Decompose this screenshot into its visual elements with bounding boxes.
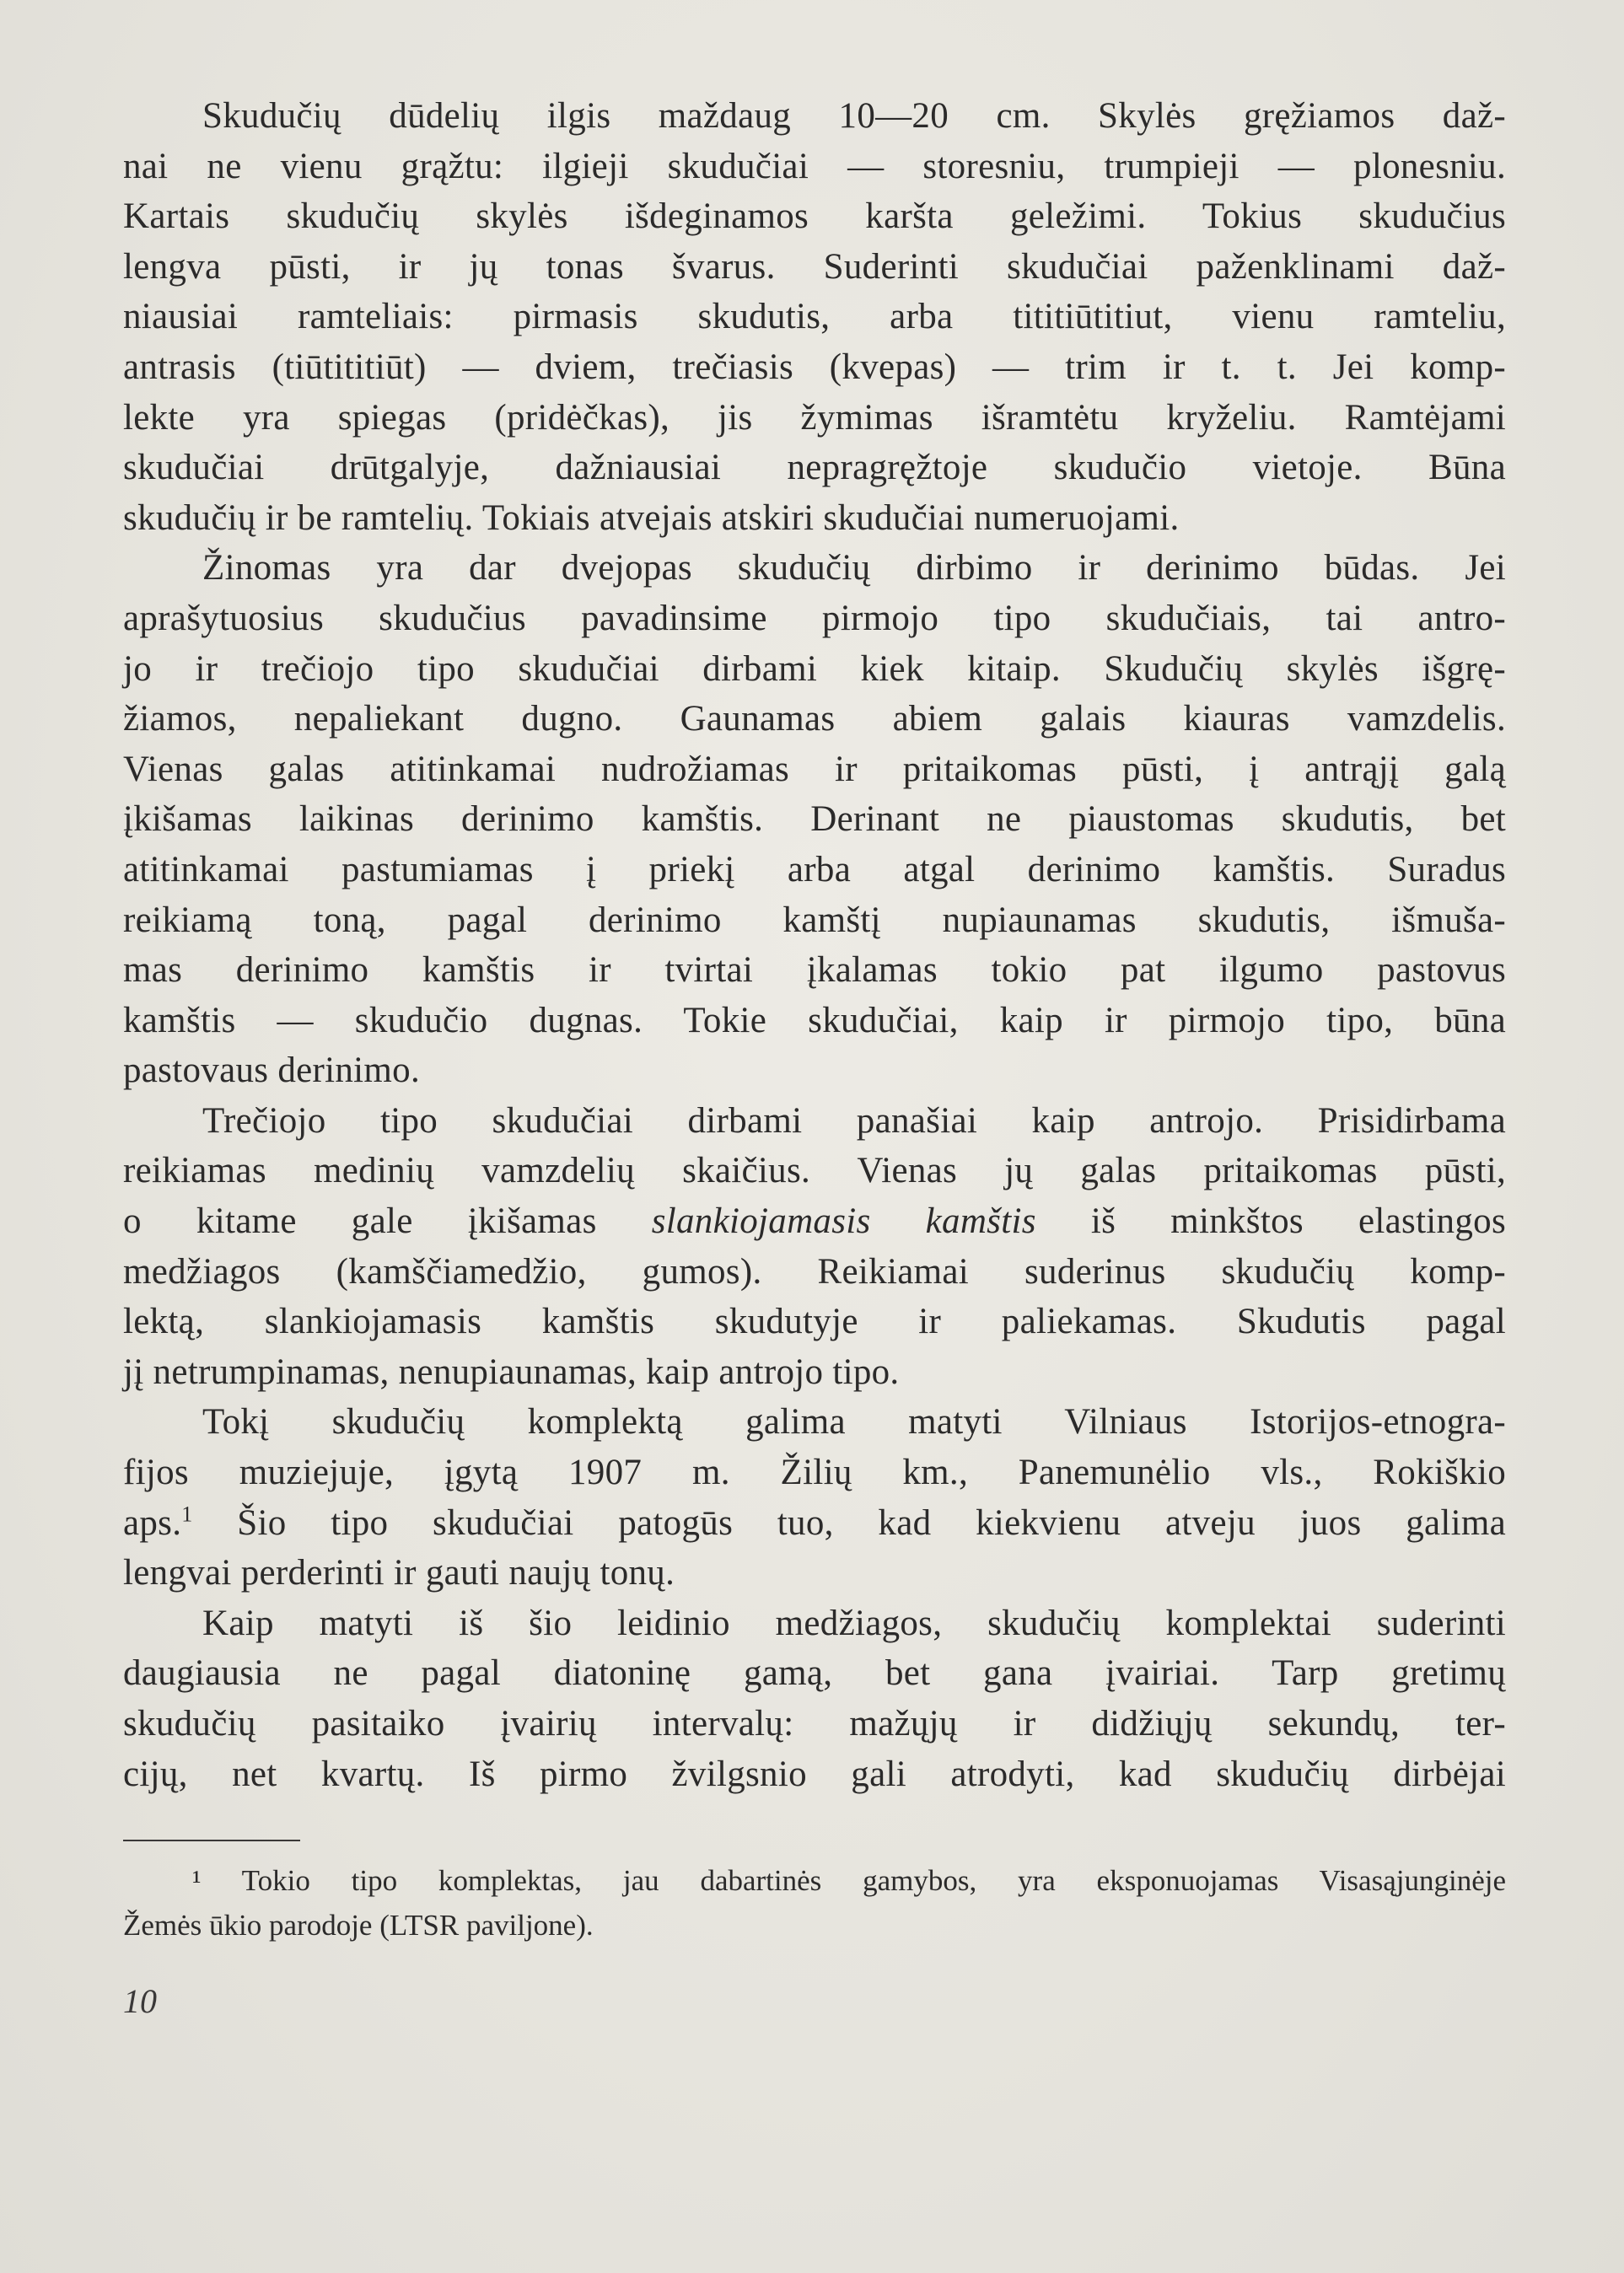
text-line: pastovaus derinimo. [123,1051,421,1091]
text-line: lengvai perderinti ir gauti naujų tonų. [123,1553,675,1593]
italic-term: slankiojamasis kamštis [651,1201,1036,1242]
text-line: jo ir trečiojo tipo skudučiai dirbami kiek kitaip. Skudučių skylės išgrę- [123,648,1506,689]
text-line: žiamos, nepaliekant dugno. Gaunamas abiem galais kiauras vamzdelis. [123,699,1506,739]
text-line: lektą, slankiojamasis kamštis skudutyje ir paliekamas. Skudutis pagal [123,1302,1506,1342]
text-line: jį netrumpinamas, nenupiaunamas, kaip antrojo tipo. [123,1351,900,1392]
text-line: mas derinimo kamštis ir tvirtai įkalamas tokio pat ilgumo pastovus [123,950,1506,991]
footnote-line: Žemės ūkio parodoje (LTSR paviljone). [123,1909,594,1942]
text-line: kamštis — skudučio dugnas. Tokie skudučiai, kaip ir pirmojo tipo, būna [123,1000,1506,1040]
text-line: atitinkamai pastumiamas į priekį arba atgal derinimo kamštis. Suradus [123,849,1506,889]
page-number: 10 [123,1982,157,2020]
text-line: Trečiojo tipo skudučiai dirbami panašiai kaip antrojo. Prisidirbama [202,1100,1506,1141]
text-line: medžiagos (kamščiamedžio, gumos). Reikiamai suderinus skudučių komp- [123,1251,1506,1292]
text-line: skudučiai drūtgalyje, dažniausiai nepragręžtoje skudučio vietoje. Būna [123,448,1506,488]
text-line: aprašytuosius skudučius pavadinsime pirmojo tipo skudučiais, tai antro- [123,598,1506,638]
footnote-divider [123,1840,300,1841]
text-line-with-italic: o kitame gale įkišamas slankiojamasis kamštis iš minkštos elastingos [123,1201,1506,1242]
text-line: Kartais skudučių skylės išdeginamos karšta geležimi. Tokius skudučius [123,196,1506,237]
body-text [123,91,1506,1799]
paragraph-3 [123,1096,1506,1398]
text-line: nai ne vienu grąžtu: ilgieji skudučiai — storesniu, trumpieji — plonesniu. [123,146,1506,186]
text-line-with-footnote-ref: aps.$^1$ Šio tipo skudučiai patogūs tuo, kad kiekvienu atveju juos galima [123,1502,1506,1543]
text-line: niausiai ramteliais: pirmasis skudutis, arba tititiūtitiut, vienu ramteliu, [123,297,1506,337]
paragraph-1 [123,91,1506,543]
text-line: Tokį skudučių komplektą galima matyti Vilniaus Istorijos-etnogra- [202,1402,1506,1443]
text-line: cijų, net kvartų. Iš pirmo žvilgsnio gali atrodyti, kad skudučių dirbėjai [123,1754,1506,1794]
text-line: Vienas galas atitinkamai nudrožiamas ir pritaikomas pūsti, į antrąjį galą [123,749,1506,789]
text-line: įkišamas laikinas derinimo kamštis. Derinant ne piaustomas skudutis, bet [123,799,1506,840]
text-line: fijos muziejuje, įgytą 1907 m. Žilių km., Panemunėlio vls., Rokiškio [123,1453,1506,1493]
paragraph-5 [123,1599,1506,1799]
text-line: daugiausia ne pagal diatoninę gamą, bet gana įvairiai. Tarp gretimų [123,1653,1506,1694]
text-line: lengva pūsti, ir jų tonas švarus. Suderinti skudučiai paženklinami daž- [123,246,1506,287]
text-line: Kaip matyti iš šio leidinio medžiagos, skudučių komplektai suderinti [202,1603,1506,1643]
text-line: reikiamas medinių vamzdelių skaičius. Vienas jų galas pritaikomas pūsti, [123,1151,1506,1191]
text-line: Žinomas yra dar dvejopas skudučių dirbimo ir derinimo būdas. Jei [202,548,1506,588]
text-line: Skudučių dūdelių ilgis maždaug 10—20 cm. Skylės gręžiamos daž- [202,96,1506,136]
paragraph-4 [123,1397,1506,1598]
text-line: antrasis (tiūtititiūt) — dviem, trečiasis (kvepas) — trim ir t. t. Jei komp- [123,347,1506,387]
footnote [123,1858,1506,1948]
footnote-reference: 1 [181,1502,193,1527]
text-line: lekte yra spiegas (pridėčkas), jis žymimas išramtėtu kryželiu. Ramtėjami [123,397,1506,438]
text-line: skudučių ir be ramtelių. Tokiais atvejais atskiri skudučiai numeruojami. [123,497,1180,538]
footnote-line: ¹ Tokio tipo komplektas, jau dabartinės gamybos, yra eksponuojamas Visasąjunginėje [192,1864,1506,1897]
text-line: reikiamą toną, pagal derinimo kamštį nupiaunamas skudutis, išmuša- [123,900,1506,940]
paragraph-2 [123,543,1506,1096]
text-line: skudučių pasitaiko įvairių intervalų: mažųjų ir didžiųjų sekundų, ter- [123,1704,1506,1744]
